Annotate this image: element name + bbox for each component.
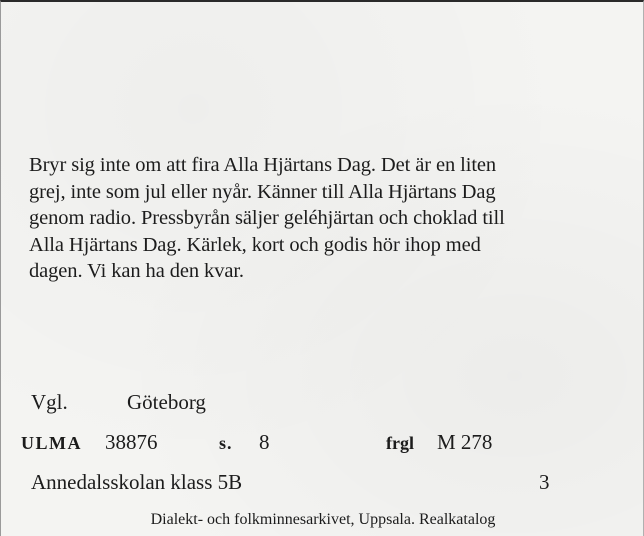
s-label: s. — [219, 433, 233, 453]
page-number: 3 — [539, 470, 550, 494]
ulma-label: ULMA — [21, 433, 82, 453]
school-name: Annedalsskolan klass 5B — [31, 470, 243, 494]
card-body-text — [29, 152, 629, 285]
frgl-label: frgl — [386, 433, 414, 453]
vgl-place: Göteborg — [127, 390, 206, 414]
body-line-2: grej, inte som jul eller nyår. Känner till Alla Hjärtans Dag — [29, 180, 496, 203]
vgl-label: Vgl. — [31, 390, 68, 414]
body-line-1: Bryr sig inte om att fira Alla Hjärtans Dag. Det är en liten — [29, 154, 497, 176]
body-line-5: dagen. Vi kan ha den kvar. — [29, 260, 244, 282]
s-number: 8 — [259, 430, 270, 454]
body-line-4: Alla Hjärtans Dag. Kärlek, kort och godis hör ihop med — [29, 233, 481, 256]
ulma-number: 38876 — [105, 430, 158, 454]
archive-footer: Dialekt- och folkminnesarkivet, Uppsala. Realkatalog — [150, 511, 496, 528]
frgl-number: M 278 — [437, 430, 493, 454]
body-line-3: genom radio. Pressbyrån säljer geléhjärtan och choklad till — [29, 207, 505, 229]
